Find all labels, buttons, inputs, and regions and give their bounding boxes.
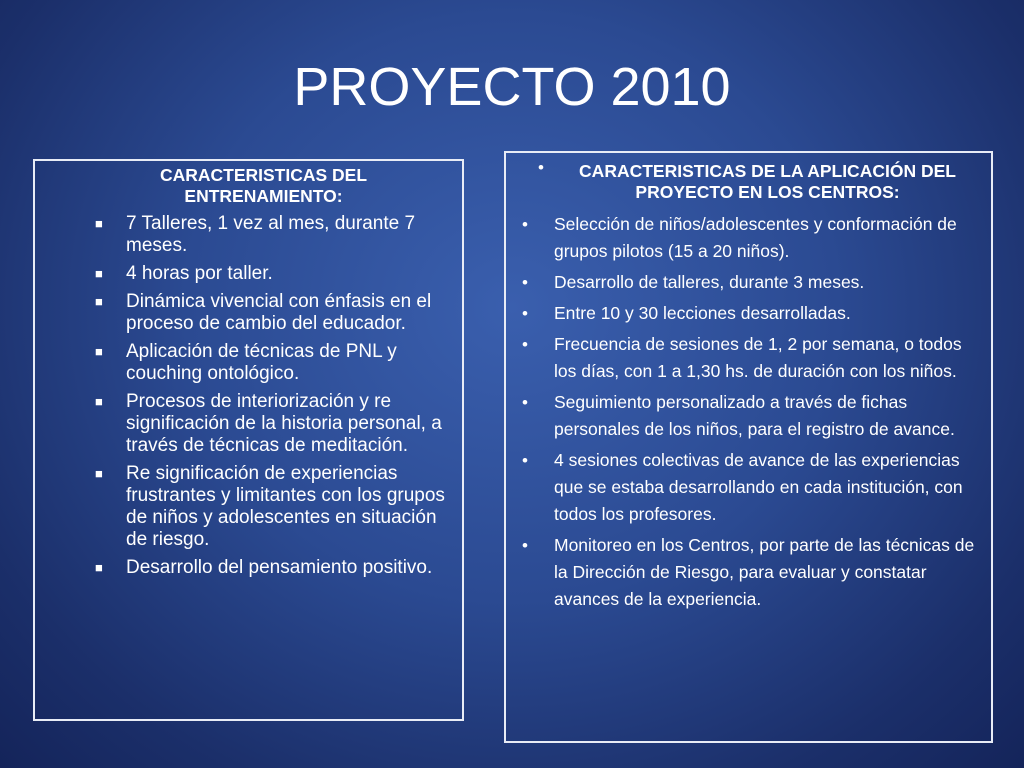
square-bullet-icon: ■: [95, 466, 103, 481]
dot-bullet-icon: •: [522, 536, 528, 555]
list-item-text: Desarrollo de talleres, durante 3 meses.: [554, 272, 865, 292]
list-item-text: Entre 10 y 30 lecciones desarrolladas.: [554, 303, 851, 323]
list-item-text: 7 Talleres, 1 vez al mes, durante 7 meses.: [126, 213, 416, 256]
list-item: [514, 389, 979, 443]
list-item-text: Frecuencia de sesiones de 1, 2 por semana, o todos los días, con 1 a 1,30 hs. de duración con los niños.: [554, 334, 962, 381]
list-item: [514, 447, 979, 528]
dot-bullet-icon: •: [522, 393, 528, 412]
square-bullet-icon: ■: [95, 216, 103, 231]
square-bullet-icon: ■: [95, 560, 103, 575]
list-item: [47, 391, 450, 457]
list-item-text: Seguimiento personalizado a través de fichas personales de los niños, para el registro de avance.: [554, 392, 955, 439]
slide-title: PROYECTO 2010: [293, 57, 731, 117]
application-list: [514, 211, 979, 613]
list-item-text: 4 sesiones colectivas de avance de las experiencias que se estaba desarrollando en cada institución, con todos los profesores.: [554, 450, 963, 524]
list-item: [47, 213, 450, 257]
square-bullet-icon: ■: [95, 394, 103, 409]
square-bullet-icon: ■: [95, 266, 103, 281]
list-item-text: Dinámica vivencial con énfasis en el proceso de cambio del educador.: [126, 291, 432, 334]
training-list: [47, 213, 450, 579]
list-item-text: Procesos de interiorización y re significación de la historia personal, a través de técnicas de meditación.: [126, 391, 442, 456]
dot-bullet-icon: •: [522, 335, 528, 354]
application-characteristics-panel: [504, 151, 993, 743]
list-item-text: Aplicación de técnicas de PNL y couching ontológico.: [126, 341, 397, 384]
list-item-text: Desarrollo del pensamiento positivo.: [126, 557, 433, 578]
dot-bullet-icon: •: [538, 158, 544, 177]
training-heading: CARACTERISTICAS DEL ENTRENAMIENTO:: [159, 165, 368, 206]
list-item-text: Selección de niños/adolescentes y conformación de grupos pilotos (15 a 20 niños).: [554, 214, 957, 261]
list-item: [514, 300, 979, 327]
dot-bullet-icon: •: [522, 215, 528, 234]
square-bullet-icon: ■: [95, 294, 103, 309]
list-item: [514, 532, 979, 613]
application-heading-row: [514, 158, 979, 203]
dot-bullet-icon: •: [522, 273, 528, 292]
list-item: [514, 211, 979, 265]
dot-bullet-icon: •: [522, 451, 528, 470]
list-item: [47, 557, 450, 579]
list-item-text: Monitoreo en los Centros, por parte de las técnicas de la Dirección de Riesgo, para evaluar y constatar avances de la experiencia.: [554, 535, 975, 609]
list-item: [47, 341, 450, 385]
training-characteristics-panel: [33, 159, 464, 721]
list-item: [514, 331, 979, 385]
list-item: [47, 291, 450, 335]
list-item: [514, 269, 979, 296]
square-bullet-icon: ■: [95, 344, 103, 359]
list-item-text: 4 horas por taller.: [126, 263, 273, 284]
list-item: [47, 463, 450, 551]
dot-bullet-icon: •: [522, 304, 528, 323]
application-heading: CARACTERISTICAS DE LA APLICACIÓN DEL PROYECTO EN LOS CENTROS:: [579, 161, 956, 202]
list-item: [47, 263, 450, 285]
list-item-text: Re significación de experiencias frustrantes y limitantes con los grupos de niños y adolescentes en situación de riesgo.: [126, 463, 445, 550]
